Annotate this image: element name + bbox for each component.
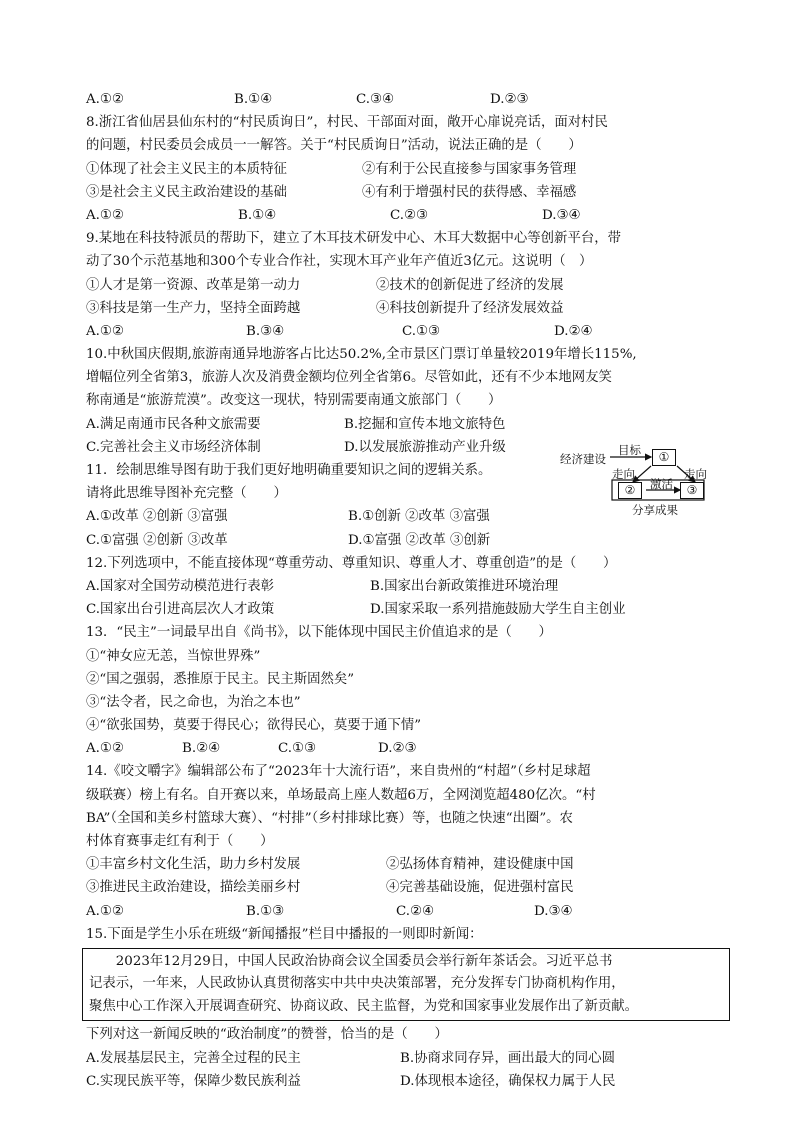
q11-option-d[interactable]: D.①富强 ②改革 ③创新 (348, 532, 491, 548)
news-line: 2023年12月29日，中国人民政治协商会议全国委员会举行新年茶话会。习近平总书 (89, 953, 613, 969)
q9-item: ③科技是第一生产力，坚持全面跨越 (86, 300, 301, 316)
q8-items-row (86, 158, 724, 181)
q14-stem-line: BA”（全国和美乡村篮球大赛）、“村排”（乡村排球比赛）等，也随之快速“出圈”。农 (86, 810, 573, 826)
q10-option-c[interactable]: C.完善社会主义市场经济体制 (86, 439, 261, 455)
q12-option-b[interactable]: B.国家出台新政策推进环境治理 (370, 578, 559, 594)
q14-items-row (86, 853, 724, 876)
news-box (82, 948, 730, 1022)
q9-stem-line: 动了30个示范基地和300个专业合作社，实现木耳产业年产值近3亿元。这说明（ ） (86, 254, 593, 270)
mind-map-node-3: ③ (680, 482, 704, 499)
q14-option-a[interactable]: A.①② (86, 903, 124, 919)
q14-item: ②弘扬体育精神，建设健康中国 (386, 857, 574, 873)
q14-options (86, 900, 724, 923)
q12-option-d[interactable]: D.国家采取一系列措施鼓励大学生自主创业 (370, 602, 626, 618)
q10-option-d[interactable]: D.以发展旅游推动产业升级 (344, 439, 506, 455)
q8-item: ④有利于增强村民的获得感、幸福感 (362, 184, 577, 200)
q15-stem-line: 15.下面是学生小乐在班级“新闻播报”栏目中播报的一则即时新闻： (86, 926, 483, 942)
q13-item: ③“法令者，民之命也，为治之本也” (86, 694, 301, 710)
q14-item: ③推进民主政治建设，描绘美丽乡村 (86, 880, 301, 896)
q8-option-d[interactable]: D.③④ (542, 207, 581, 223)
q9-option-d[interactable]: D.②④ (554, 323, 593, 339)
q10-option-b[interactable]: B.挖掘和宣传本地文旅特色 (344, 416, 506, 432)
q9-stem-line: 9.某地在科技特派员的帮助下，建立了木耳技术研发中心、木耳大数据中心等创新平台，带 (86, 231, 622, 247)
q12-options-row (86, 575, 724, 598)
q13-option-c[interactable]: C.①③ (278, 741, 317, 757)
mind-map-middle-label: 激活 (650, 477, 673, 491)
q13-option-b[interactable]: B.②④ (182, 741, 221, 757)
q14-item: ①丰富乡村文化生活，助力乡村发展 (86, 857, 301, 873)
q8-item: ③是社会主义民主政治建设的基础 (86, 184, 287, 200)
mind-map-diagram (560, 444, 720, 516)
q13-option-a[interactable]: A.①② (86, 741, 124, 757)
q10-stem-line: 称南通是“旅游荒漠”。改变这一现状，特别需要南通文旅部门（ ） (86, 393, 502, 409)
q14-stem-line: 14.《咬文嚼字》编辑部公布了“2023年十大流行语”，来自贵州的“村超”（乡村足球超 (86, 764, 591, 780)
q13-item: ②“国之强弱，悉推原于民主。民主斯固然矣” (86, 671, 355, 687)
q8-option-b[interactable]: B.①④ (238, 207, 277, 223)
q13-options (86, 737, 724, 760)
q8-item: ②有利于公民直接参与国家事务管理 (362, 161, 577, 177)
q8-stem-line: 8.浙江省仙居县仙东村的“村民质询日”，村民、干部面对面，敞开心扉说亮话，面对村民 (86, 115, 608, 131)
q9-option-c[interactable]: C.①③ (402, 323, 441, 339)
q15-option-d[interactable]: D.体现根本途径，确保权力属于人民 (400, 1073, 616, 1089)
q9-options (86, 320, 724, 343)
q11-option-b[interactable]: B.①创新 ②改革 ③富强 (348, 509, 490, 525)
q11-stem-line: 11．绘制思维导图有助于我们更好地明确重要知识之间的逻辑关系。 (86, 463, 492, 478)
mind-map-left-arrow-label: 走向 (612, 467, 635, 481)
q8-items-row (86, 181, 724, 204)
q7-option-d[interactable]: D.②③ (490, 92, 529, 107)
q15-option-c[interactable]: C.实现民族平等，保障少数民族利益 (86, 1073, 301, 1089)
q9-items-row (86, 274, 724, 297)
q11-stem-line: 请将此思维导图补充完整（ ） (86, 486, 287, 502)
q15-question: 下列对这一新闻反映的“政治制度”的赞誉，恰当的是（ ） (86, 1027, 448, 1043)
q12-option-c[interactable]: C.国家出台引进高层次人才政策 (86, 602, 275, 618)
q9-items-row (86, 297, 724, 320)
q15-option-a[interactable]: A.发展基层民主，完善全过程的民主 (86, 1050, 301, 1066)
mind-map-node-1: ① (652, 449, 676, 466)
mind-map-right-arrow-label: 走向 (684, 467, 707, 481)
q9-item: ①人才是第一资源、改革是第一动力 (86, 277, 301, 293)
news-line: 聚焦中心工作深入开展调查研究、协商议政、民主监督，为党和国家事业发展作出了新贡献。 (89, 998, 639, 1014)
q9-item: ④科技创新提升了经济发展效益 (376, 300, 564, 316)
mind-map-top-label: 目标 (618, 443, 641, 457)
q8-option-a[interactable]: A.①② (86, 207, 124, 223)
q14-item: ④完善基础设施，促进强村富民 (386, 880, 574, 896)
q9-option-b[interactable]: B.③④ (246, 323, 285, 339)
q13-item: ①“神女应无恙，当惊世界殊” (86, 648, 261, 664)
q15-option-b[interactable]: B.协商求同存异，画出最大的同心圆 (400, 1050, 615, 1066)
q15-options-row (86, 1047, 724, 1070)
q13-stem-line: 13．“民主”一词最早出自《尚书》，以下能体现中国民主价值追求的是（ ） (86, 625, 552, 641)
q8-stem-line: 的问题，村民委员会成员一一解答。关于“村民质询日”活动，说法正确的是（ ） (86, 138, 582, 154)
q14-option-c[interactable]: C.②④ (396, 903, 435, 919)
q13-item: ④“欲张国势，莫要于得民心；欲得民心，莫要于通下情” (86, 718, 422, 734)
q14-stem-line: 级联赛）榜上有名。自开赛以来，单场最高上座人数超6万，全网浏览超480亿次。“村 (86, 787, 596, 803)
q14-option-d[interactable]: D.③④ (534, 903, 573, 919)
q10-option-a[interactable]: A.满足南通市民各种文旅需要 (86, 416, 261, 432)
mind-map-left-label: 经济建设 (560, 452, 606, 466)
q14-option-b[interactable]: B.①③ (246, 903, 285, 919)
q7-option-c[interactable]: C.③④ (356, 92, 395, 107)
mind-map-node-2: ② (618, 482, 642, 499)
q9-item: ②技术的创新促进了经济的发展 (376, 277, 564, 293)
q14-stem-line: 村体育赛事走红有利于（ ） (86, 834, 274, 849)
news-line: 记表示，一年来，人民政协认真贯彻落实中共中央决策部署，充分发挥专门协商机构作用， (89, 976, 625, 992)
q9-option-a[interactable]: A.①② (86, 323, 124, 339)
q11-options-row (86, 529, 724, 552)
q12-stem-line: 12.下列选项中，不能直接体现“尊重劳动、尊重知识、尊重人才、尊重创造”的是（ ） (86, 555, 617, 571)
q10-stem-line: 增幅位列全省第3，旅游人次及消费金额均位列全省第6。尽管如此，还有不少本地网友笑 (86, 370, 612, 386)
q12-option-a[interactable]: A.国家对全国劳动模范进行表彰 (86, 578, 275, 594)
q8-item: ①体现了社会主义民主的本质特征 (86, 161, 287, 177)
q10-stem-line: 10.中秋国庆假期,旅游南通异地游客占比达50.2%,全市景区门票订单量较2019年增长115%, (86, 347, 637, 363)
q12-options-row (86, 598, 724, 621)
q7-option-a[interactable]: A.①② (86, 92, 124, 107)
q15-options-row (86, 1070, 724, 1093)
q7-options (86, 88, 724, 111)
q8-option-c[interactable]: C.②③ (390, 207, 429, 223)
q7-option-b[interactable]: B.①④ (234, 92, 273, 107)
q8-options (86, 204, 724, 227)
q11-option-c[interactable]: C.①富强 ②创新 ③改革 (86, 532, 228, 548)
q10-options-row (86, 413, 724, 436)
mind-map-bottom-label: 分享成果 (632, 503, 678, 517)
q11-option-a[interactable]: A.①改革 ②创新 ③富强 (86, 509, 228, 525)
q14-items-row (86, 876, 724, 899)
q13-option-d[interactable]: D.②③ (378, 741, 417, 757)
